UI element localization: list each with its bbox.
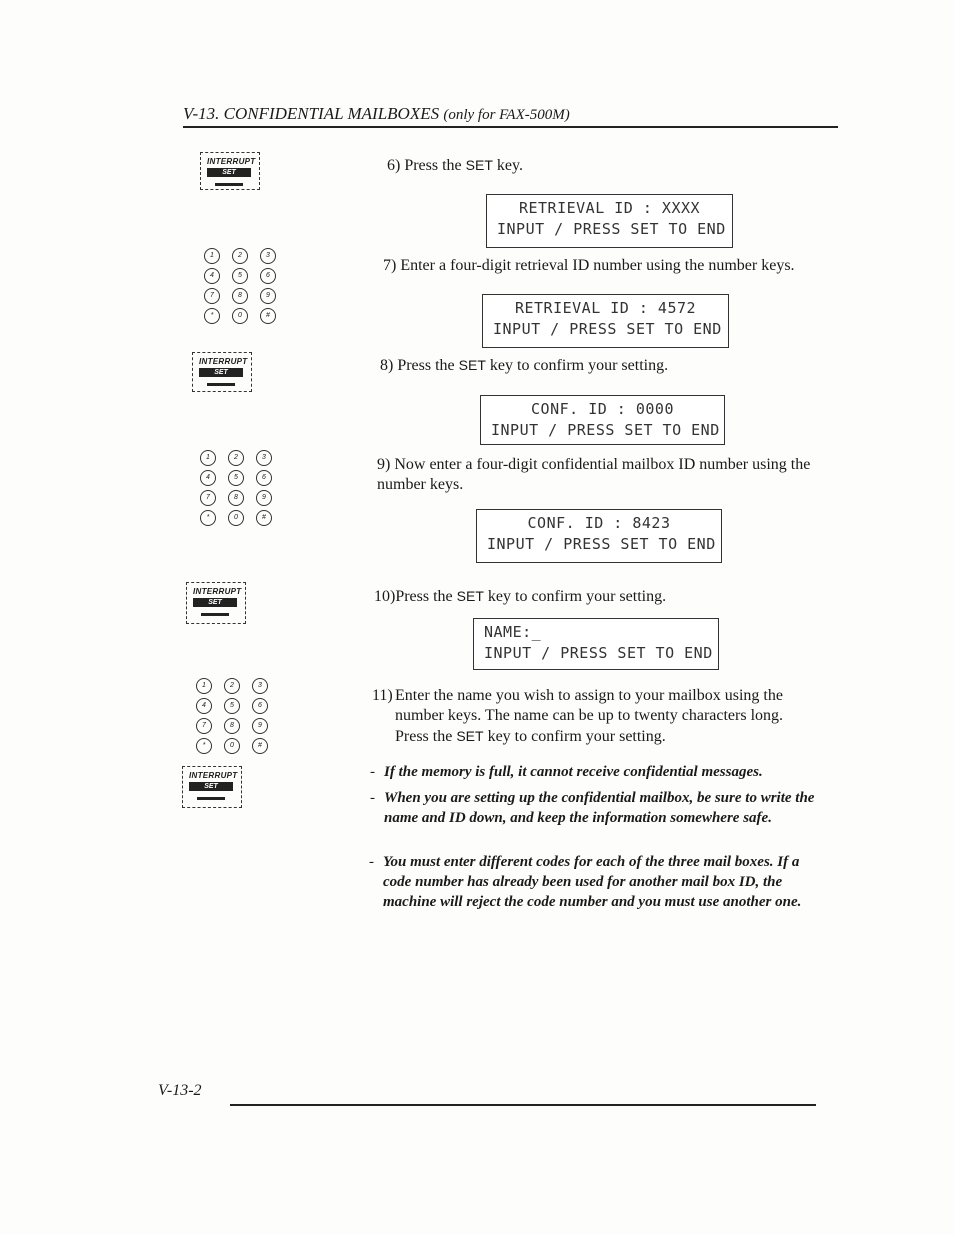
set-key: SET — [199, 368, 243, 377]
number-key-2: 2 — [228, 450, 244, 466]
set-key: SET — [193, 598, 237, 607]
step-text: Enter the name you wish to assign to your mailbox using the number keys. The name can be up to twenty characters long. — [395, 687, 784, 724]
number-keypad — [198, 248, 294, 328]
note-dash: - — [369, 854, 374, 870]
note-dash: - — [370, 764, 375, 780]
step-8 — [380, 355, 668, 376]
set-key-name: SET — [465, 157, 493, 173]
lcd-display — [473, 618, 719, 670]
number-key-5: 5 — [228, 470, 244, 486]
number-key-4: 4 — [204, 268, 220, 284]
number-key-star: * — [196, 738, 212, 754]
key-bar — [197, 797, 225, 800]
note-memory-full — [370, 762, 824, 782]
lcd-display — [476, 509, 722, 563]
lcd-display — [480, 395, 725, 445]
note-different-codes — [369, 852, 823, 912]
lcd-line-1: RETRIEVAL ID : XXXX — [518, 199, 701, 217]
set-key-panel — [192, 352, 252, 392]
number-key-star: * — [200, 510, 216, 526]
step-text: key to confirm your setting. — [483, 588, 667, 605]
step-text: key to confirm your setting. — [483, 728, 666, 745]
number-key-9: 9 — [252, 718, 268, 734]
step-11 — [372, 686, 827, 747]
number-key-6: 6 — [252, 698, 268, 714]
note-dash: - — [370, 790, 375, 806]
number-key-4: 4 — [200, 470, 216, 486]
step-text: Press the — [395, 588, 457, 605]
number-key-star: * — [204, 308, 220, 324]
header-rule — [183, 126, 838, 128]
lcd-line-2: INPUT / PRESS SET TO END — [484, 644, 713, 662]
step-text: key to confirm your setting. — [485, 357, 669, 374]
step-number: 7) — [383, 257, 397, 274]
step-10 — [374, 586, 666, 607]
step-number: 6) — [387, 157, 401, 174]
number-key-9: 9 — [256, 490, 272, 506]
lcd-line-1: RETRIEVAL ID : 4572 — [514, 299, 697, 317]
step-text: Enter a four-digit retrieval ID number using the number keys. — [400, 257, 795, 274]
lcd-line-2: INPUT / PRESS SET TO END — [497, 220, 726, 238]
step-text: Press the — [404, 157, 466, 174]
number-key-2: 2 — [224, 678, 240, 694]
step-number: 10) — [374, 588, 396, 605]
note-write-down — [370, 788, 824, 828]
step-6 — [387, 155, 523, 176]
key-bar — [201, 613, 229, 616]
number-key-7: 7 — [196, 718, 212, 734]
number-key-3: 3 — [260, 248, 276, 264]
set-key: SET — [207, 168, 251, 177]
set-key-panel — [182, 766, 242, 808]
interrupt-label: INTERRUPT — [207, 157, 256, 166]
lcd-display — [486, 194, 733, 248]
step-number: 11) — [372, 687, 393, 704]
page-number: V-13-2 — [158, 1082, 202, 1099]
lcd-line-2: INPUT / PRESS SET TO END — [491, 421, 720, 439]
page-header — [183, 104, 838, 124]
set-key-name: SET — [456, 728, 484, 744]
number-key-1: 1 — [200, 450, 216, 466]
number-key-8: 8 — [232, 288, 248, 304]
step-text: Press the — [395, 728, 457, 745]
number-key-0: 0 — [228, 510, 244, 526]
number-keypad — [190, 678, 286, 758]
interrupt-label: INTERRUPT — [189, 771, 238, 780]
number-key-5: 5 — [232, 268, 248, 284]
lcd-line-1: CONF. ID : 8423 — [527, 514, 671, 532]
lcd-display — [482, 294, 729, 348]
interrupt-label: INTERRUPT — [193, 587, 242, 596]
number-key-0: 0 — [224, 738, 240, 754]
number-key-7: 7 — [204, 288, 220, 304]
number-key-hash: # — [256, 510, 272, 526]
step-number: 8) — [380, 357, 394, 374]
number-key-0: 0 — [232, 308, 248, 324]
set-key-panel — [186, 582, 246, 624]
lcd-line-2: INPUT / PRESS SET TO END — [493, 320, 722, 338]
step-text: key. — [492, 157, 523, 174]
lcd-line-1: CONF. ID : 0000 — [531, 400, 674, 418]
set-key-name: SET — [458, 357, 486, 373]
lcd-line-1: NAME:_ — [484, 623, 542, 641]
section-subtitle: (only for FAX-500M) — [443, 107, 570, 123]
number-key-hash: # — [252, 738, 268, 754]
number-key-3: 3 — [252, 678, 268, 694]
set-key-name: SET — [456, 588, 484, 604]
number-key-4: 4 — [196, 698, 212, 714]
number-key-1: 1 — [196, 678, 212, 694]
number-key-8: 8 — [224, 718, 240, 734]
number-key-1: 1 — [204, 248, 220, 264]
number-key-2: 2 — [232, 248, 248, 264]
set-key-panel — [200, 152, 260, 190]
number-key-6: 6 — [260, 268, 276, 284]
step-9 — [377, 455, 832, 495]
footer-rule — [230, 1104, 816, 1106]
number-key-6: 6 — [256, 470, 272, 486]
step-text: Press the — [397, 357, 459, 374]
interrupt-label: INTERRUPT — [199, 357, 248, 366]
key-bar — [215, 183, 243, 186]
number-key-3: 3 — [256, 450, 272, 466]
number-keypad — [194, 450, 290, 530]
step-number: 9) — [377, 456, 391, 473]
key-bar — [207, 383, 235, 386]
step-text: Now enter a four-digit confidential mailbox ID number using the number keys. — [377, 456, 811, 493]
lcd-line-2: INPUT / PRESS SET TO END — [487, 535, 716, 553]
number-key-8: 8 — [228, 490, 244, 506]
note-text: If the memory is full, it cannot receive confidential messages. — [384, 764, 763, 780]
section-title: V-13. CONFIDENTIAL MAILBOXES — [183, 104, 440, 123]
number-key-5: 5 — [224, 698, 240, 714]
set-key: SET — [189, 782, 233, 791]
step-7 — [383, 256, 838, 276]
number-key-9: 9 — [260, 288, 276, 304]
note-text: When you are setting up the confidential mailbox, be sure to write the name and ID down, and keep the information somewhere safe. — [384, 790, 815, 826]
number-key-7: 7 — [200, 490, 216, 506]
number-key-hash: # — [260, 308, 276, 324]
note-text: You must enter different codes for each of the three mail boxes. If a code number has already been used for another mail box ID, the machine will reject the code number and you must use another one. — [383, 854, 802, 910]
